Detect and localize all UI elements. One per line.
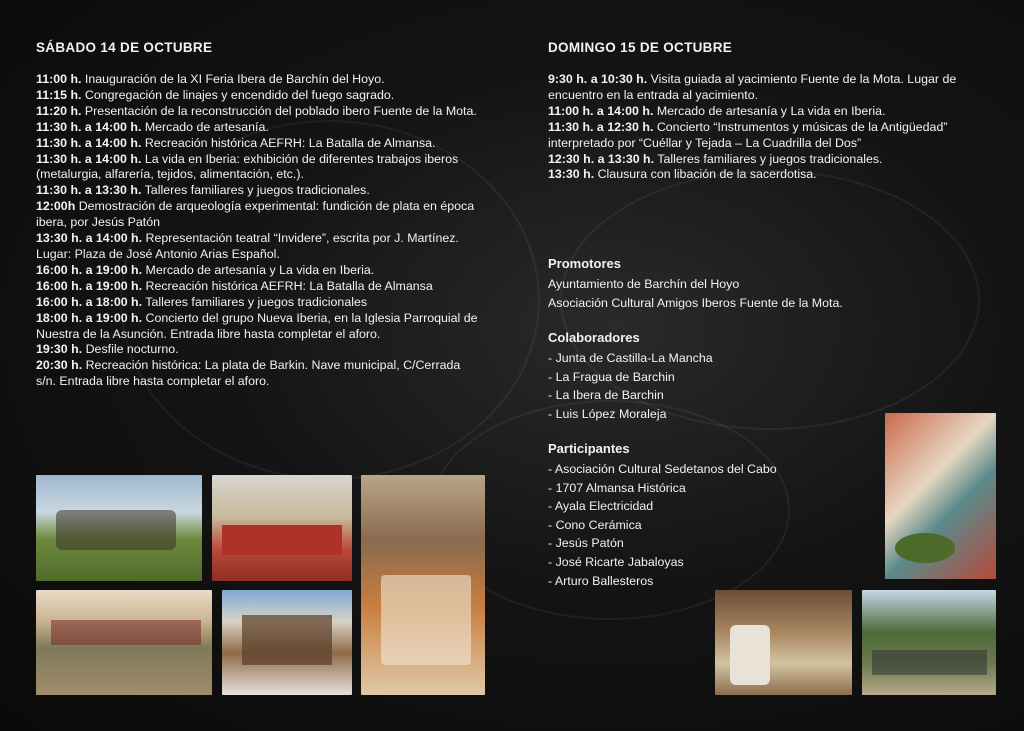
schedule-event	[548, 72, 988, 104]
event-description: Recreación histórica: La plata de Barkin. Nave municipal, C/Cerrada s/n. Entrada libre hasta completar el aforo.	[36, 358, 461, 389]
event-time: 13:30 h. a 14:00 h.	[36, 231, 143, 246]
event-description: Visita guiada al yacimiento Fuente de la Mota. Lugar de encuentro en la entrada al yacimiento.	[548, 72, 957, 102]
colaborador-item: - Luis López Moraleja	[548, 406, 667, 421]
event-description: Concierto “Instrumentos y músicas de la Antigüedad” interpretado por “Cuéllar y Tejada – La Cuadrilla del Dos”	[548, 119, 948, 150]
schedule-event	[36, 295, 481, 311]
event-time: 11:00 h. a 14:00 h.	[548, 103, 654, 118]
event-time: 16:00 h. a 19:00 h.	[36, 278, 143, 293]
schedule-event	[36, 358, 481, 390]
event-time: 12:00h	[36, 199, 76, 214]
sunday-program	[548, 40, 988, 183]
event-time: 12:30 h. a 13:30 h.	[548, 151, 655, 166]
photo-weaver	[715, 590, 852, 695]
event-description: Talleres familiares y juegos tradicionales.	[654, 151, 883, 166]
event-description: La vida en Iberia: exhibición de diferentes trabajos iberos (metalurgia, alfarería, tejidos, alimentación, etc.).	[36, 151, 459, 182]
event-description: Desfile nocturno.	[82, 342, 179, 357]
schedule-event	[36, 136, 481, 152]
schedule-event	[36, 342, 481, 358]
sunday-heading: DOMINGO 15 DE OCTUBRE	[548, 40, 733, 55]
photo-pottery-stall	[212, 475, 352, 581]
event-time: 18:00 h. a 19:00 h.	[36, 310, 143, 325]
saturday-program	[36, 40, 481, 390]
event-description: Mercado de artesanía y La vida en Iberia.	[653, 103, 886, 118]
event-time: 11:00 h.	[36, 72, 82, 86]
schedule-event	[36, 199, 481, 231]
event-time: 11:15 h.	[36, 87, 82, 102]
colaboradores-heading: Colaboradores	[548, 330, 640, 345]
schedule-event	[36, 152, 481, 184]
saturday-event-list	[36, 72, 481, 390]
photo-craft-workshop	[361, 475, 485, 695]
event-description: Congregación de linajes y encendido del fuego sagrado.	[81, 87, 395, 102]
event-description: Presentación de la reconstrucción del poblado ibero Fuente de la Mota.	[81, 103, 477, 118]
participante-item: - Ayala Electricidad	[548, 499, 654, 514]
colaborador-item: - Junta de Castilla-La Mancha	[548, 351, 713, 365]
promotor-item: Ayuntamiento de Barchín del Hoyo	[548, 277, 740, 291]
participante-item: - Jesús Patón	[548, 536, 624, 551]
event-description: Talleres familiares y juegos tradicionales.	[141, 183, 370, 198]
schedule-event	[548, 104, 988, 120]
event-time: 11:30 h. a 14:00 h.	[36, 151, 142, 166]
photo-table-display	[885, 413, 996, 579]
event-time: 19:30 h.	[36, 342, 83, 357]
colaborador-item: - La Fragua de Barchin	[548, 369, 675, 384]
event-description: Demostración de arqueología experimental: fundición de plata en época ibera, por Jesús Patón	[36, 199, 475, 230]
participante-item: - 1707 Almansa Histórica	[548, 480, 686, 495]
event-description: Clausura con libación de la sacerdotisa.	[594, 167, 817, 182]
schedule-event	[548, 120, 988, 152]
promotores-section	[548, 256, 988, 312]
event-time: 13:30 h.	[548, 167, 595, 182]
colaboradores-section	[548, 330, 988, 423]
event-time: 16:00 h. a 19:00 h.	[36, 262, 143, 277]
photo-battle-reenactment	[36, 475, 202, 581]
schedule-event	[36, 263, 481, 279]
photo-market-stall	[222, 590, 352, 695]
event-description: Representación teatral “Invidere”, escrita por J. Martínez. Lugar: Plaza de José Antonio Arias Español.	[36, 231, 459, 261]
schedule-event	[36, 72, 481, 88]
event-time: 11:30 h. a 14:00 h.	[36, 119, 142, 134]
promotor-item: Asociación Cultural Amigos Iberos Fuente de la Mota.	[548, 295, 843, 310]
schedule-event	[36, 183, 481, 199]
photo-outdoor-crowd	[862, 590, 996, 695]
participante-item: - Cono Cerámica	[548, 517, 642, 532]
participante-item: - José Ricarte Jabaloyas	[548, 554, 684, 569]
event-description: Mercado de artesanía y La vida en Iberia.	[142, 262, 375, 277]
schedule-event	[36, 104, 481, 120]
schedule-event	[36, 88, 481, 104]
participantes-heading: Participantes	[548, 441, 630, 456]
schedule-event	[548, 152, 988, 168]
participante-item: - Asociación Cultural Sedetanos del Cabo	[548, 462, 777, 476]
photo-site-gathering	[36, 590, 212, 695]
event-time: 11:30 h. a 12:30 h.	[548, 119, 654, 134]
event-description: Talleres familiares y juegos tradicionales	[142, 294, 368, 309]
schedule-event	[36, 231, 481, 263]
schedule-event	[36, 311, 481, 343]
colaborador-item: - La Ibera de Barchin	[548, 388, 664, 403]
schedule-event	[548, 167, 988, 183]
event-description: Inauguración de la XI Feria Ibera de Barchín del Hoyo.	[81, 72, 385, 86]
event-description: Mercado de artesanía.	[141, 119, 269, 134]
schedule-event	[36, 279, 481, 295]
participante-item: - Arturo Ballesteros	[548, 573, 654, 588]
event-time: 11:30 h. a 13:30 h.	[36, 183, 142, 198]
event-time: 9:30 h. a 10:30 h.	[548, 72, 648, 86]
event-time: 20:30 h.	[36, 358, 83, 373]
event-time: 16:00 h. a 18:00 h.	[36, 294, 143, 309]
event-description: Concierto del grupo Nueva Iberia, en la Iglesia Parroquial de Nuestra de la Asunción. Entrada libre hasta completar el aforo.	[36, 310, 478, 341]
event-description: Recreación histórica AEFRH: La Batalla de Almansa	[142, 278, 433, 293]
sunday-event-list	[548, 72, 988, 183]
event-time: 11:20 h.	[36, 103, 82, 118]
promotores-heading: Promotores	[548, 256, 621, 271]
event-time: 11:30 h. a 14:00 h.	[36, 135, 142, 150]
event-description: Recreación histórica AEFRH: La Batalla de Almansa.	[141, 135, 436, 150]
saturday-heading: SÁBADO 14 DE OCTUBRE	[36, 40, 213, 55]
schedule-event	[36, 120, 481, 136]
